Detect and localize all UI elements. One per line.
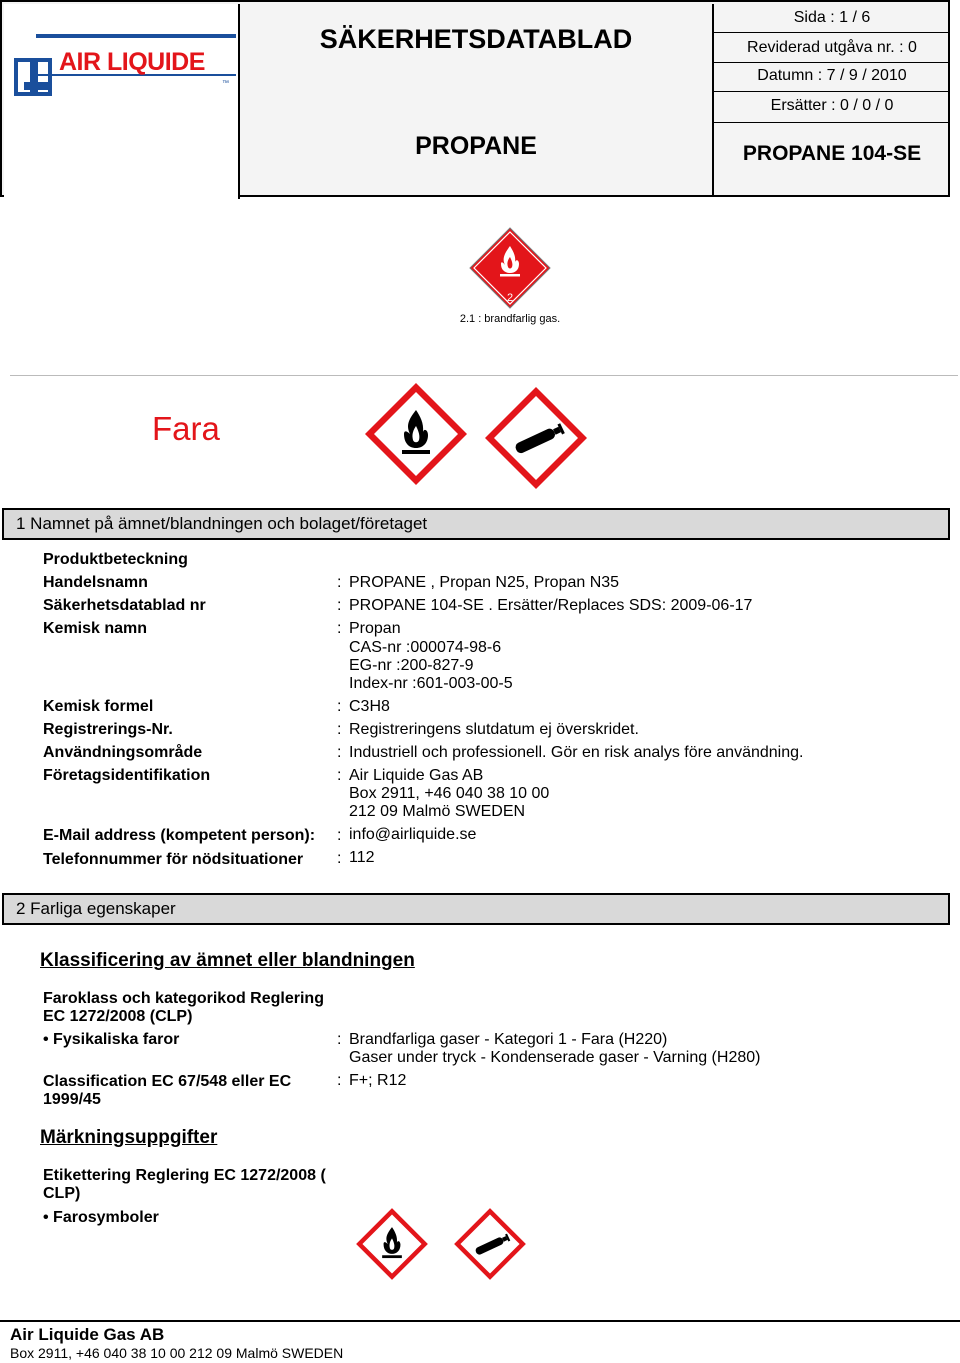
footer-company: Air Liquide Gas AB [10, 1325, 165, 1344]
divider [10, 375, 958, 376]
labelling-regulation-line1: Etikettering Reglering EC 1272/2008 ( [43, 1167, 326, 1184]
product-code: PROPANE 104-SE [742, 142, 922, 165]
transport-label-caption: 2.1 : brandfarlig gas. [459, 313, 561, 325]
value-chemical-formula: C3H8 [349, 698, 390, 715]
value-company-city: 212 09 Malmö SWEDEN [349, 803, 526, 820]
flammable-gas-transport-label-icon [468, 226, 552, 310]
value-sds-number: PROPANE 104-SE . Ersätter/Replaces SDS: 2009-06-17 [349, 597, 753, 614]
label-emergency-phone: Telefonnummer för nödsituationer [43, 851, 304, 868]
ec-classification-label-line1: Classification EC 67/548 eller EC [43, 1073, 292, 1090]
revision-date: Datumn : 7 / 9 / 2010 [757, 67, 907, 84]
physical-hazard-1: Brandfarliga gaser - Kategori 1 - Fara (H220) [349, 1031, 668, 1048]
colon: : [337, 1031, 342, 1048]
value-email: info@airliquide.se [349, 826, 477, 843]
hazard-symbols-label: • Farosymboler [43, 1209, 159, 1226]
value-trade-name: PROPANE , Propan N25, Propan N35 [349, 574, 620, 591]
section-1-header: 1 Namnet på ämnet/blandningen och bolaget/företaget [2, 508, 950, 540]
label-trade-name: Handelsnamn [43, 574, 148, 591]
physical-hazard-2: Gaser under tryck - Kondenserade gaser - Varning (H280) [349, 1049, 761, 1066]
colon: : [337, 1072, 342, 1089]
colon: : [337, 597, 342, 614]
colon: : [337, 574, 342, 591]
replaces: Ersätter : 0 / 0 / 0 [770, 97, 894, 114]
label-sds-number: Säkerhetsdatablad nr [43, 597, 206, 614]
brand-name: AIR LIQUIDE [59, 48, 205, 76]
signal-word: Fara [152, 410, 220, 447]
regulation-label-line2: EC 1272/2008 (CLP) [43, 1008, 193, 1025]
product-id-heading: Produktbeteckning [43, 551, 188, 568]
label-use: Användningsområde [43, 744, 203, 761]
colon: : [337, 620, 342, 637]
colon: : [337, 721, 342, 738]
header-meta-block [714, 4, 950, 197]
product-name: PROPANE [415, 132, 537, 160]
label-email: E-Mail address (kompetent person): [43, 827, 316, 844]
label-chemical-formula: Kemisk formel [43, 698, 154, 715]
colon: : [337, 698, 342, 715]
value-eg-number: EG-nr :200-827-9 [349, 657, 474, 674]
value-emergency-phone: 112 [349, 849, 375, 866]
doc-title: SÄKERHETSDATABLAD [319, 24, 633, 54]
air-liquide-logo-icon [10, 28, 240, 128]
labelling-regulation-line2: CLP) [43, 1185, 81, 1202]
flame-ghs-pictogram-icon [362, 380, 470, 488]
flame-ghs-small-pictogram-icon [354, 1206, 430, 1282]
document-header [0, 0, 950, 197]
hazard-symbols-text: Farosymboler [53, 1209, 159, 1226]
colon: : [337, 850, 342, 867]
value-company-name: Air Liquide Gas AB [349, 767, 484, 784]
header-title-block [240, 4, 714, 197]
value-index-number: Index-nr :601-003-00-5 [349, 675, 513, 692]
ec-classification-label-line2: 1999/45 [43, 1091, 101, 1108]
classification-heading: Klassificering av ämnet eller blandningen [40, 950, 415, 971]
page-number: Sida : 1 / 6 [793, 9, 871, 26]
value-company-box: Box 2911, +46 040 38 10 00 [349, 785, 550, 802]
transport-class-number: 2 [506, 292, 514, 304]
labelling-heading: Märkningsuppgifter [40, 1127, 218, 1148]
colon: : [337, 827, 342, 844]
colon: : [337, 744, 342, 761]
physical-hazards-label: • Fysikaliska faror [43, 1031, 180, 1048]
revision: Reviderad utgåva nr. : 0 [747, 39, 917, 56]
footer-rule [0, 1320, 960, 1322]
value-chemical-name: Propan [349, 620, 401, 637]
label-registration-number: Registrerings-Nr. [43, 721, 173, 738]
gas-cylinder-ghs-small-pictogram-icon [452, 1206, 528, 1282]
footer-address: Box 2911, +46 040 38 10 00 212 09 Malmö SWEDEN [10, 1345, 344, 1361]
ec-classification-value: F+; R12 [349, 1072, 407, 1089]
label-company-id: Företagsidentifikation [43, 767, 211, 784]
section-2-header: 2 Farliga egenskaper [2, 893, 950, 925]
value-cas-number: CAS-nr :000074-98-6 [349, 639, 502, 656]
regulation-label-line1: Faroklass och kategorikod Reglering [43, 990, 324, 1007]
label-chemical-name: Kemisk namn [43, 620, 148, 637]
trademark: ™ [222, 80, 229, 87]
gas-cylinder-ghs-pictogram-icon [482, 384, 590, 492]
physical-hazards-text: Fysikaliska faror [53, 1031, 180, 1048]
value-use: Industriell och professionell. Gör en risk analys före användning. [349, 744, 804, 761]
value-registration-number: Registreringens slutdatum ej överskridet. [349, 721, 639, 738]
company-logo [4, 4, 240, 199]
colon: : [337, 767, 342, 784]
